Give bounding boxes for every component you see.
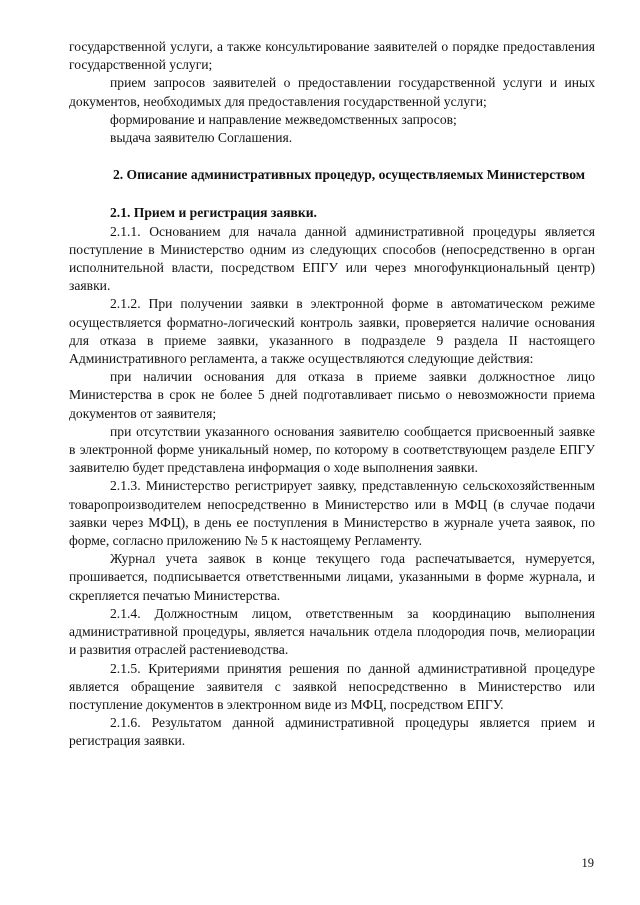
paragraph: 2.1.6. Результатом данной административной процедуры является прием и регистрация заявки.: [69, 715, 595, 749]
paragraph: Журнал учета заявок в конце текущего года распечатывается, нумеруется, прошивается, подписывается ответственными лицами, указанными в форме журнала, и скрепляется печатью Министерства.: [69, 551, 595, 603]
paragraph: государственной услуги, а также консультирование заявителей о порядке предоставления государственной услуги;: [69, 39, 595, 73]
subsection-heading: 2.1. Прием и регистрация заявки.: [110, 205, 317, 221]
paragraph: 2.1.2. При получении заявки в электронной форме в автоматическом режиме осуществляется форматно-логический контроль заявки, проверяется наличие основания для отказа в приеме заявки, указанного в подразделе 9 раздела II настоящего Административного регламента, а также осуществляются следующие действия:: [69, 296, 595, 367]
paragraph: 2.1.3. Министерство регистрирует заявку, представленную сельскохозяйственным товаропроизводителем непосредственно в Министерство или в МФЦ (в случае подачи заявки через МФЦ), в день ее поступления в Министерство в журнале учета заявок, по форме, согласно приложению № 5 к настоящему Регламенту.: [69, 478, 595, 549]
paragraph: при отсутствии указанного основания заявителю сообщается присвоенный заявке в электронной форме уникальный номер, по которому в соответствующем разделе ЕПГУ заявителю будет представлена информация о ходе выполнения заявки.: [69, 423, 595, 476]
paragraph: при наличии основания для отказа в приеме заявки должностное лицо Министерства в срок не более 5 дней подготавливает письмо о невозможности приема документов от заявителя;: [69, 369, 595, 421]
paragraph: прием запросов заявителей о предоставлении государственной услуги и иных документов, необходимых для предоставления государственной услуги;: [69, 75, 595, 109]
page-number: 19: [581, 856, 594, 870]
paragraph: выдача заявителю Соглашения.: [110, 130, 293, 146]
paragraph: 2.1.4. Должностным лицом, ответственным за координацию выполнения административной процедуры, является начальник отдела плодородия почв, мелиорации и развития отраслей растениеводства.: [69, 605, 595, 658]
paragraph: формирование и направление межведомственных запросов;: [110, 111, 457, 127]
paragraph: 2.1.1. Основанием для начала данной административной процедуры является поступление в Министерство одним из следующих способов (непосредственно в орган исполнительной власти, посредством ЕПГУ или через многофункциональный центр) заявки.: [69, 223, 595, 294]
document-body: [69, 38, 595, 751]
paragraph: 2.1.5. Критериями принятия решения по данной административной процедуре является обращение заявителя с заявкой непосредственно в Министерство или поступление документов в электронном виде из МФЦ, посредством ЕПГУ.: [69, 660, 595, 712]
section-heading: 2. Описание административных процедур, осуществляемых Министерством: [112, 167, 586, 183]
